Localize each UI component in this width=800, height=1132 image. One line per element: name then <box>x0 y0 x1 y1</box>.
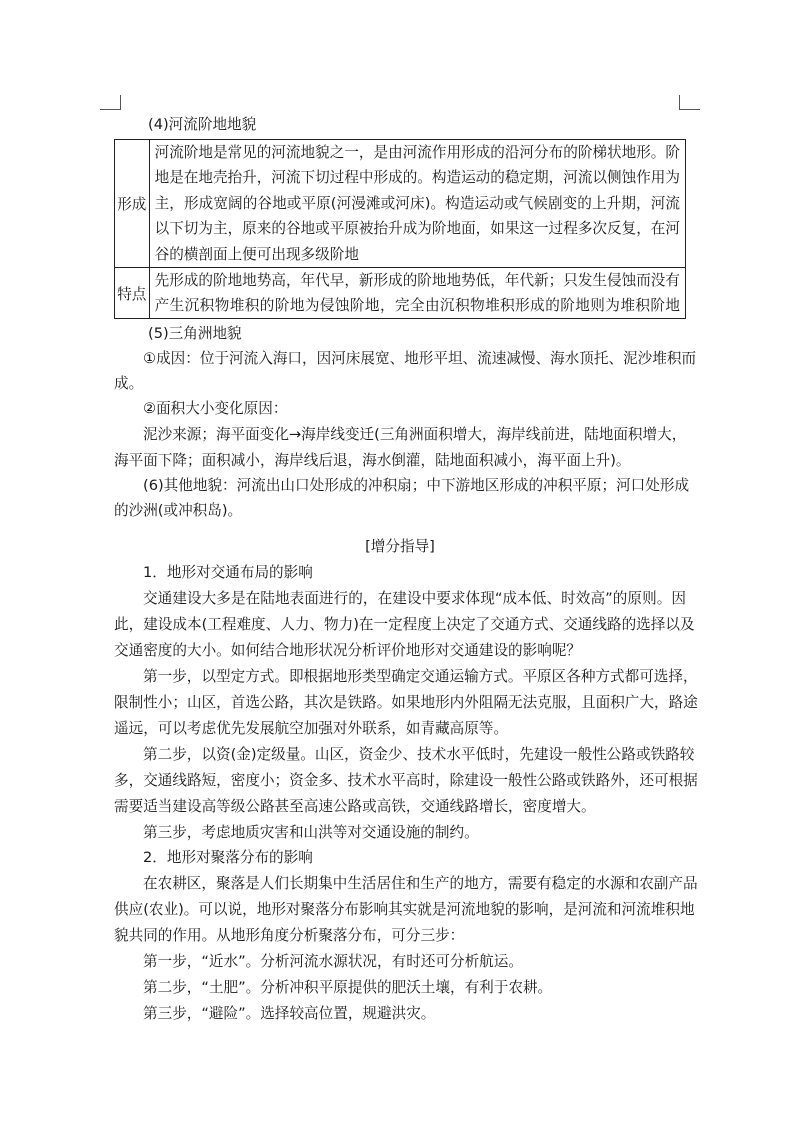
part-2-heading: 2．地形对聚落分布的影响 <box>143 849 313 866</box>
features-line-2: 产生沉积物堆积的阶地为侵蚀阶地，完全由沉积物堆积形成的阶地则为堆积阶地 <box>154 297 680 315</box>
row-header-features: 特点 <box>115 268 150 319</box>
part-2-step-3: 第三步，“避险”。选择较高位置，规避洪灾。 <box>143 1005 436 1022</box>
section-6-line-2: 的沙洲(或冲积岛)。 <box>114 502 243 519</box>
delta-cause-line-1: ①成因：位于河流入海口，因河床展宽、地形平坦、流速减慢、海水顶托、泥沙堆积而 <box>143 350 697 367</box>
part-1-step-2-line-1: 第二步，以资(金)定级量。山区，资金少、技术水平低时，先建设一般性公路或铁路较 <box>143 746 695 763</box>
delta-cause-line-2: 成。 <box>114 375 144 392</box>
section-5-title: (5)三角洲地貌 <box>148 325 242 342</box>
formation-line-1: 河流阶地是常见的河流地貌之一，是由河流作用形成的沿河分布的阶梯状地形。阶 <box>154 144 680 161</box>
part-2-step-2: 第二步，“土肥”。分析冲积平原提供的肥沃土壤，有利于农耕。 <box>143 979 553 996</box>
part-1-step-1-line-1: 第一步，以型定方式。即根据地形类型确定交通运输方式。平原区各种方式都可选择， <box>143 668 698 685</box>
part-1-intro-line-2: 此，建设成本(工程难度、人力、物力)在一定程度上决定了交通方式、交通线路的选择以及 <box>114 616 695 633</box>
section-4-title: (4)河流阶地地貌 <box>148 116 257 133</box>
part-2-intro-line-1: 在农耕区，聚落是人们长期集中生活居住和生产的地方，需要有稳定的水源和农副产品 <box>143 875 698 892</box>
table-row-features <box>115 268 686 319</box>
part-2-step-1: 第一步，“近水”。分析河流水源状况，有时还可分析航运。 <box>143 953 523 970</box>
part-1-heading: 1．地形对交通布局的影响 <box>143 564 313 581</box>
part-2-intro-line-2: 供应(农业)。可以说，地形对聚落分布影响其实就是河流地貌的影响，是河流和河流堆积地 <box>114 901 695 918</box>
part-1-step-1-line-2: 限制性小；山区，首选公路，其次是铁路。如果地形内外阻隔无法克服，且面积广大，路途 <box>114 694 698 711</box>
part-2-intro-line-3: 貌共同的作用。从地形角度分析聚落分布，可分三步： <box>114 927 465 944</box>
table-row-formation <box>115 140 686 268</box>
river-terrace-table <box>114 139 686 319</box>
part-1-step-3: 第三步，考虑地质灾害和山洪等对交通设施的制约。 <box>143 824 479 841</box>
crop-mark-top-left <box>100 95 121 110</box>
part-1-intro-line-1: 交通建设大多是在陆地表面进行的，在建设中要求体现“成本低、时效高”的原则。因 <box>143 590 686 607</box>
guide-title: [增分指导] <box>365 538 435 555</box>
formation-line-4: 以下切为主，原来的谷地或平原被抬升成为阶地面，如果这一过程多次反复，在河 <box>154 220 680 238</box>
delta-area-title: ②面积大小变化原因： <box>143 400 288 417</box>
delta-area-line-2: 海平面下降；面积减小，海岸线后退，海水倒灌，陆地面积减小，海平面上升)。 <box>114 452 631 469</box>
part-1-step-2-line-2: 多，交通线路短，密度小；资金多、技术水平高时，除建设一般性公路或铁路外，还可根据 <box>114 772 698 789</box>
delta-area-line-1: 泥沙来源；海平面变化→海岸线变迁(三角洲面积增大，海岸线前进，陆地面积增大， <box>143 426 687 443</box>
formation-line-5: 谷的横剖面上便可出现多级阶地 <box>154 245 359 263</box>
features-line-1: 先形成的阶地地势高，年代早，新形成的阶地地势低，年代新；只发生侵蚀而没有 <box>154 272 680 290</box>
crop-mark-top-right <box>679 95 700 110</box>
part-1-step-1-line-3: 遥远，可以考虑优先发展航空加强对外联系，如青藏高原等。 <box>114 720 509 737</box>
row-content-features <box>149 268 685 319</box>
row-header-formation: 形成 <box>115 140 150 268</box>
formation-line-3: 主，形成宽阔的谷地或平原(河漫滩或河床)。构造运动或气候剧变的上升期，河流 <box>154 194 680 212</box>
row-content-formation <box>149 140 685 268</box>
section-6-line-1: (6)其他地貌：河流出山口处形成的冲积扇；中下游地区形成的冲积平原；河口处形成 <box>143 477 690 494</box>
part-1-step-2-line-3: 需要适当建设高等级公路甚至高速公路或高铁，交通线路增长，密度增大。 <box>114 798 596 815</box>
formation-line-2: 地是在地壳抬升，河流下切过程中形成的。构造运动的稳定期，河流以侧蚀作用为 <box>154 169 680 187</box>
part-1-intro-line-3: 交通密度的大小。如何结合地形状况分析评价地形对交通建设的影响呢？ <box>114 642 582 659</box>
